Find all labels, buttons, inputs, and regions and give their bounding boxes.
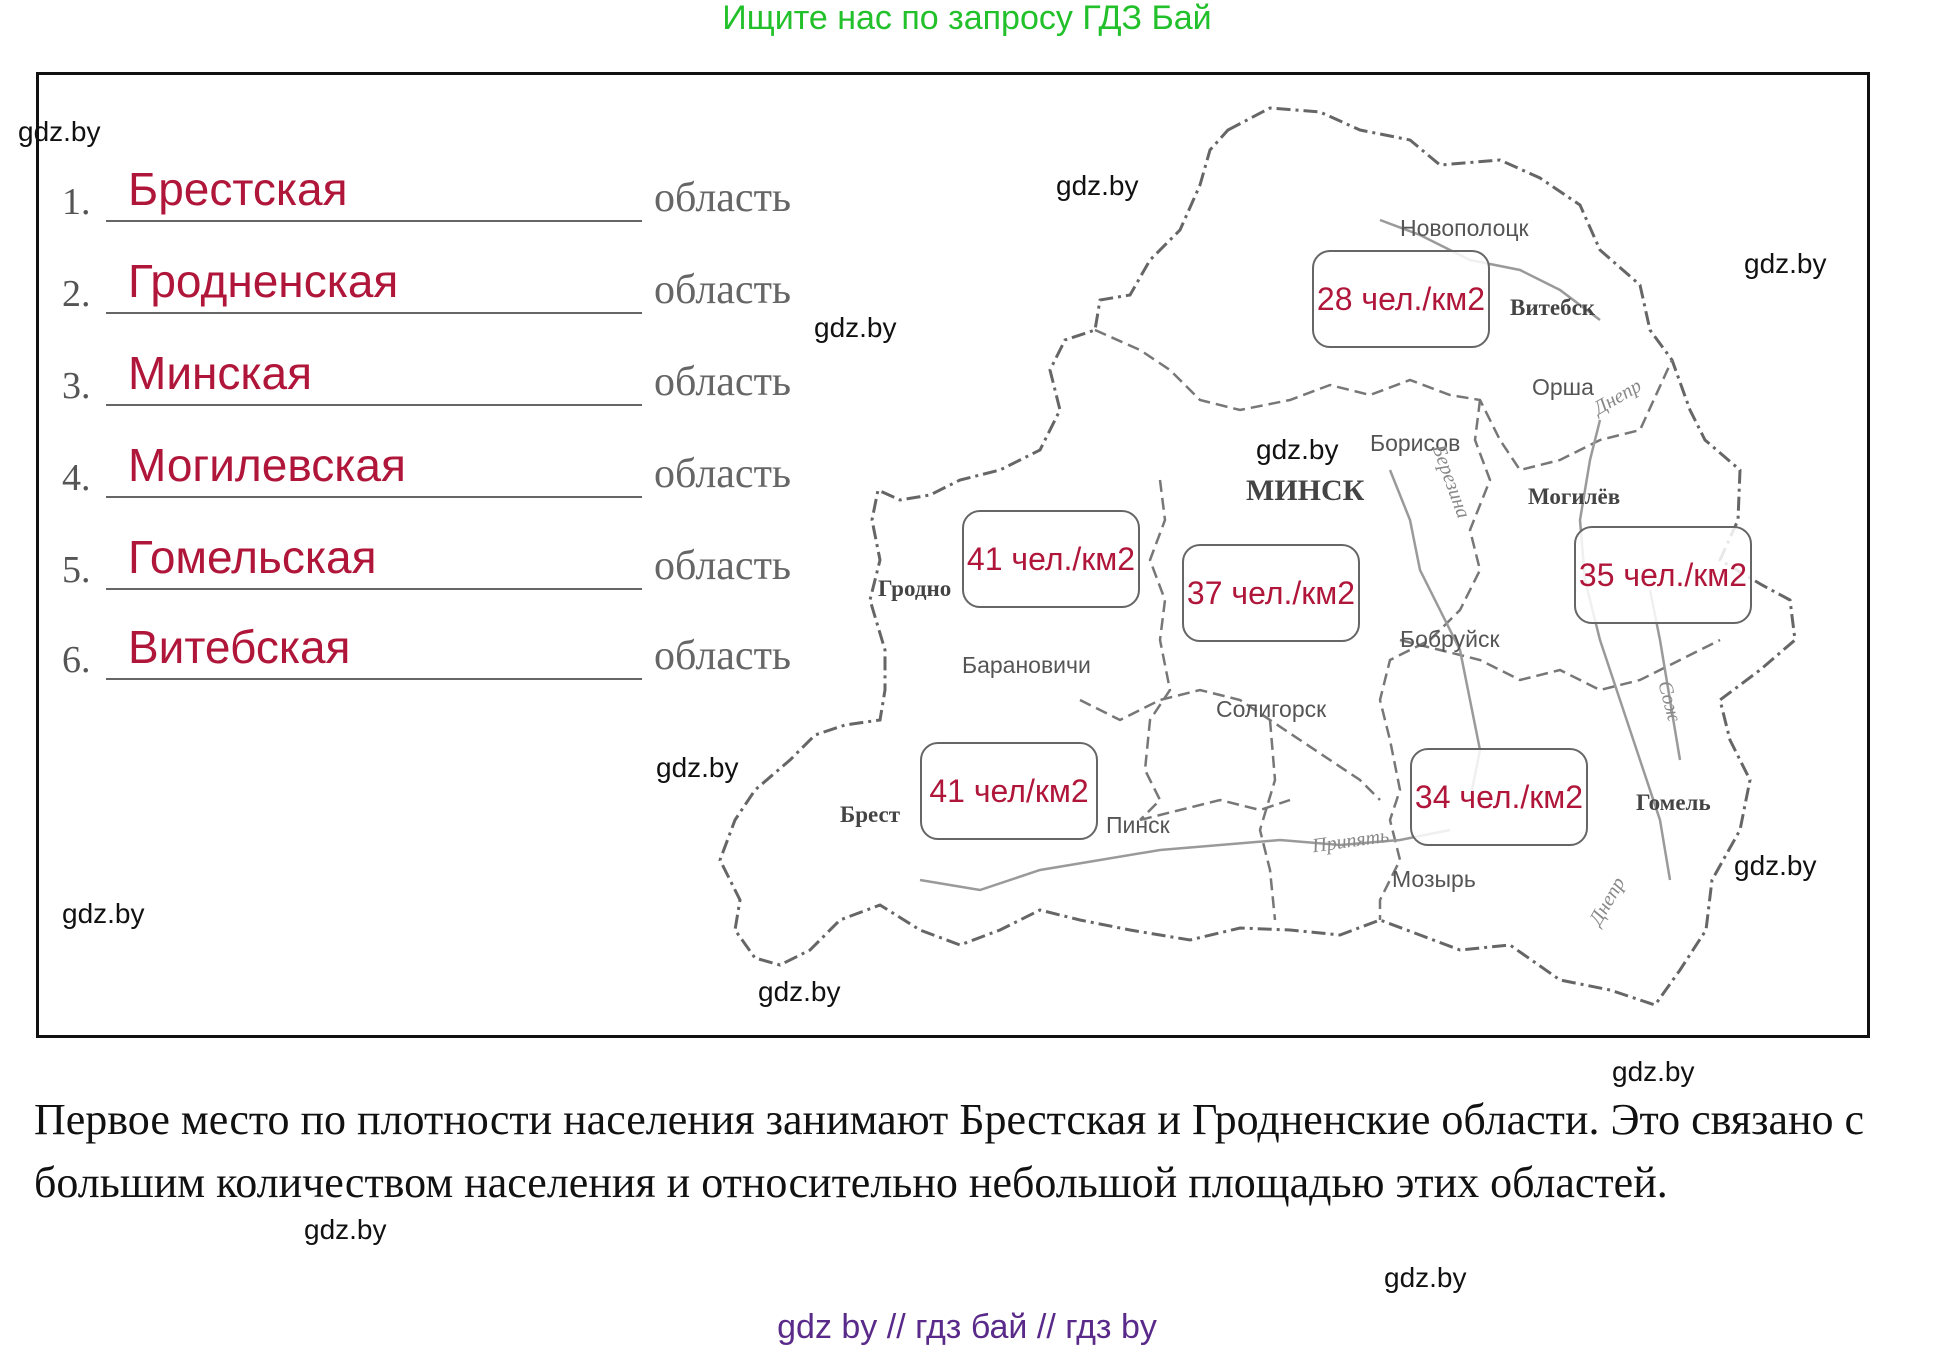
list-number: 3. [62, 365, 91, 407]
watermark: gdz.by [1384, 1262, 1467, 1293]
city-minsk: МИНСК [1246, 474, 1365, 507]
list-word: область [654, 543, 792, 589]
watermark: gdz.by [1744, 248, 1827, 279]
density-gomel: 34 чел./км2 [1410, 748, 1588, 846]
list-answer: Могилевская [128, 439, 406, 491]
list-word: область [654, 267, 792, 313]
list-word: область [654, 451, 792, 497]
region-boundary [1140, 480, 1170, 820]
watermark: gdz.by [1734, 850, 1817, 881]
answer-paragraph: Первое место по плотности населения занимают Брестская и Гродненские области. Это связано с большим количеством населения и относительно небольшой площадью этих областей. [34, 1095, 1865, 1207]
watermark: gdz.by [304, 1214, 387, 1245]
density-vitebsk: 28 чел./км2 [1312, 250, 1490, 348]
region-boundary [1260, 720, 1275, 920]
watermark: gdz.by [1056, 170, 1139, 201]
list-word: область [654, 175, 792, 221]
river-berezina: Березина [1427, 441, 1475, 522]
city-orsha: Орша [1532, 374, 1594, 400]
watermark: gdz.by [1256, 434, 1339, 465]
watermark: gdz.by [1612, 1056, 1695, 1087]
city-vitebsk: Витебск [1510, 295, 1596, 320]
river-dnepr-south: Днепр [1584, 873, 1630, 930]
city-mogilev: Могилёв [1528, 484, 1621, 509]
watermark: gdz.by [18, 116, 101, 147]
watermark: gdz.by [814, 312, 897, 343]
city-baranovichi: Барановичи [962, 652, 1091, 678]
list-number: 6. [62, 639, 91, 681]
city-novopolotsk: Новополоцк [1400, 215, 1529, 241]
list-word: область [654, 633, 792, 679]
list-answer: Витебская [128, 621, 351, 673]
density-grodno: 41 чел./км2 [962, 510, 1140, 608]
footer-text: gdz by // гдз бай // гдз by [777, 1308, 1157, 1346]
list-answer: Брестская [128, 163, 348, 215]
city-grodno: Гродно [878, 576, 952, 601]
city-gomel: Гомель [1636, 790, 1711, 815]
city-soligorsk: Солигорск [1216, 696, 1327, 722]
density-minsk: 37 чел./км2 [1182, 544, 1360, 642]
list-word: область [654, 359, 792, 405]
city-borisov: Борисов [1370, 430, 1461, 456]
river-sozh: Сож [1653, 678, 1686, 725]
list-number: 1. [62, 181, 91, 223]
density-mogilev: 35 чел./км2 [1574, 526, 1752, 624]
city-pinsk: Пинск [1106, 812, 1170, 838]
city-mozyr: Мозырь [1392, 866, 1476, 892]
density-brest: 41 чел/км2 [920, 742, 1098, 840]
list-number: 5. [62, 549, 91, 591]
city-bobruisk: Бобруйск [1400, 626, 1500, 652]
list-number: 4. [62, 457, 91, 499]
watermark: gdz.by [656, 752, 739, 783]
list-answer: Гомельская [128, 531, 377, 583]
city-brest: Брест [840, 802, 900, 827]
top-banner: Ищите нас по запросу ГДЗ Бай [722, 0, 1212, 37]
list-number: 2. [62, 273, 91, 315]
river-dnepr-north: Днепр [1589, 374, 1646, 420]
watermark: gdz.by [62, 898, 145, 929]
river-pripyat: Припять [1310, 824, 1391, 858]
watermark: gdz.by [758, 976, 841, 1007]
list-answer: Минская [128, 347, 313, 399]
list-answer: Гродненская [128, 255, 399, 307]
